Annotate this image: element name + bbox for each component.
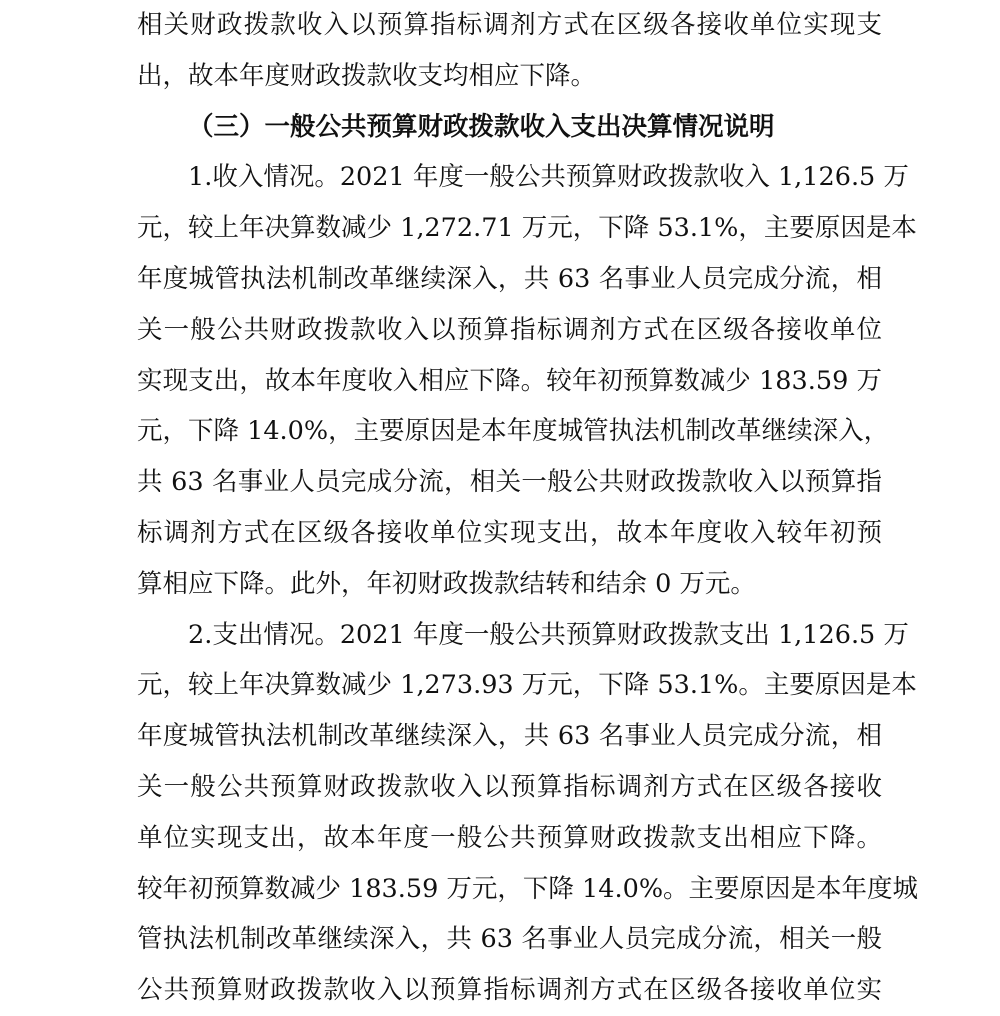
text-line-10	[137, 457, 882, 508]
heading-text: （三）一般公共预算财政拨款收入支出决算情况说明	[188, 111, 775, 142]
line-text: 公共预算财政拨款收入以预算指标调剂方式在区级各接收单位实	[137, 975, 882, 1006]
line-text: 单位实现支出，故本年度一般公共预算财政拨款支出相应下降。	[137, 822, 882, 853]
text-line-1	[137, 0, 882, 51]
line-text: 较年初预算数减少 183.59 万元，下降 14.0%。主要原因是本年度城	[137, 873, 919, 904]
line-text: 关一般公共预算财政拨款收入以预算指标调剂方式在区级各接收	[137, 771, 882, 802]
text-line-2	[137, 51, 882, 102]
text-line-14	[137, 660, 917, 711]
text-line-19	[137, 914, 882, 965]
line-text: 1.收入情况。2021 年度一般公共预算财政拨款收入 1,126.5 万	[188, 162, 909, 193]
line-text: 共 63 名事业人员完成分流，相关一般公共财政拨款收入以预算指	[137, 467, 882, 498]
section-heading	[137, 102, 882, 153]
text-line-5	[137, 203, 917, 254]
line-text: 算相应下降。此外，年初财政拨款结转和结余 0 万元。	[137, 568, 756, 599]
text-line-20	[137, 965, 882, 1016]
text-line-18	[137, 864, 919, 915]
text-line-7	[137, 305, 882, 356]
text-line-17	[137, 813, 882, 864]
line-text: 年度城管执法机制改革继续深入，共 63 名事业人员完成分流，相	[137, 263, 882, 294]
text-line-8	[137, 356, 882, 407]
line-text: 管执法机制改革继续深入，共 63 名事业人员完成分流，相关一般	[137, 924, 882, 955]
line-text: 标调剂方式在区级各接收单位实现支出，故本年度收入较年初预	[137, 517, 882, 548]
line-text: 元，较上年决算数减少 1,273.93 万元，下降 53.1%。主要原因是本	[137, 670, 917, 701]
text-line-16	[137, 762, 882, 813]
line-text: 实现支出，故本年度收入相应下降。较年初预算数减少 183.59 万	[137, 365, 882, 396]
line-text: 元，下降 14.0%，主要原因是本年度城管执法机制改革继续深入，	[137, 416, 890, 447]
document-page	[137, 0, 919, 1016]
text-line-12	[137, 559, 882, 610]
text-line-11	[137, 508, 882, 559]
line-text: 年度城管执法机制改革继续深入，共 63 名事业人员完成分流，相	[137, 721, 882, 752]
line-text: 关一般公共财政拨款收入以预算指标调剂方式在区级各接收单位	[137, 314, 882, 345]
text-line-9	[137, 406, 890, 457]
line-text: 相关财政拨款收入以预算指标调剂方式在区级各接收单位实现支	[137, 10, 882, 40]
line-text: 出，故本年度财政拨款收支均相应下降。	[137, 60, 597, 91]
line-text: 2.支出情况。2021 年度一般公共预算财政拨款支出 1,126.5 万	[188, 619, 909, 650]
text-line-13	[137, 610, 909, 661]
line-text: 元，较上年决算数减少 1,272.71 万元，下降 53.1%，主要原因是本	[137, 213, 917, 244]
text-line-4	[137, 152, 909, 203]
text-line-15	[137, 711, 882, 762]
text-line-6	[137, 254, 882, 305]
